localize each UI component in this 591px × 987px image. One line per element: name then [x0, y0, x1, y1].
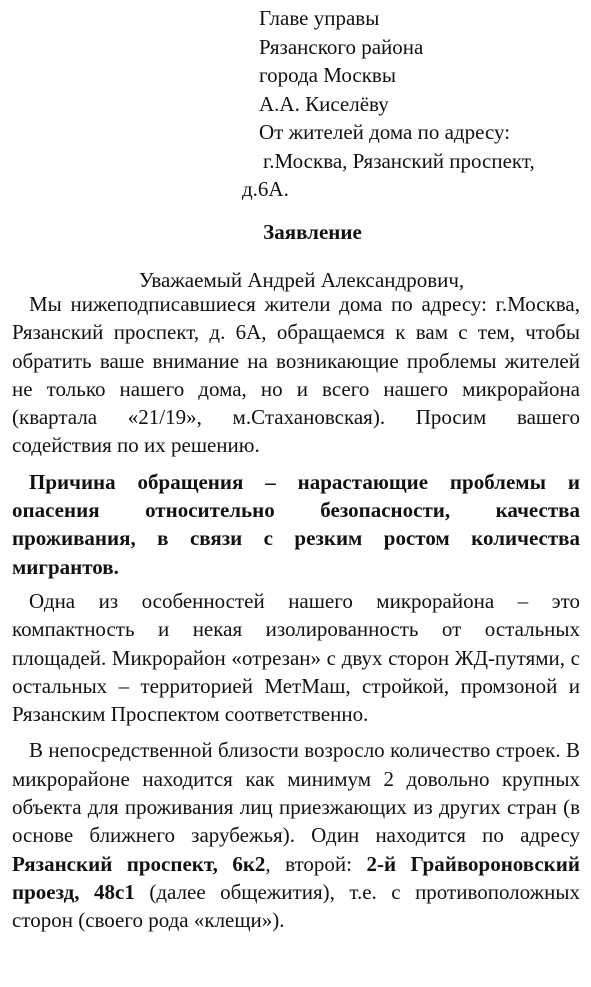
paragraph-text: В непосредственной близости возросло количество строек. В микрорайоне находится как минимум 2 довольно крупных объекта для проживания лиц приезжающих из других стран (в основе ближнего зарубежья). Один находится по адресу — [12, 738, 580, 848]
address-bold: Рязанский проспект, 6к2 — [12, 851, 266, 876]
addressee-block — [242, 4, 535, 204]
address-bold: 2-й Грайвороновский проезд, 48с1 — [12, 851, 580, 904]
document-title: Заявление — [263, 220, 362, 244]
addressee-line: Главе управы — [259, 6, 380, 30]
paragraph-text: , второй: — [265, 851, 367, 876]
greeting: Уважаемый Андрей Александрович, — [138, 268, 465, 292]
paragraph-reason: Причина обращения – нарастающие проблемы и опасения относительно безопасности, качества проживания, в связи с резким ростом количества мигрантов. — [12, 469, 580, 579]
addressee-line: города Москвы — [259, 63, 396, 87]
paragraph-dormitories — [12, 736, 580, 934]
paragraph-intro: Мы нижеподписавшиеся жители дома по адресу: г.Москва, Рязанский проспект, д. 6А, обращаемся к вам с тем, чтобы обратить ваше внимание на возникающие проблемы жителей не только нашего дома, но и всего нашего микрорайона (квартала «21/19», м.Стахановская). Просим вашего содействия по их решению. — [12, 292, 580, 458]
sender-address-line: д.6А. — [242, 177, 289, 201]
sender-address-line: г.Москва, Рязанский проспект, — [263, 148, 535, 173]
addressee-line: А.А. Киселёву — [259, 91, 389, 116]
document-body — [12, 290, 580, 935]
addressee-line: Рязанского района — [259, 34, 424, 59]
paragraph-location: Одна из особенностей нашего микрорайона – это компактность и некая изолированность от остальных площадей. Микрорайон «отрезан» с двух сторон ЖД-путями, с остальных – территорией МетМаш, стройкой, промзоной и Рязанским Проспектом соответственно. — [12, 588, 580, 727]
sender-line: От жителей дома по адресу: — [259, 120, 511, 144]
paragraph-text: (далее общежития), т.е. с противоположных сторон (своего рода «клещи»). — [12, 879, 580, 933]
